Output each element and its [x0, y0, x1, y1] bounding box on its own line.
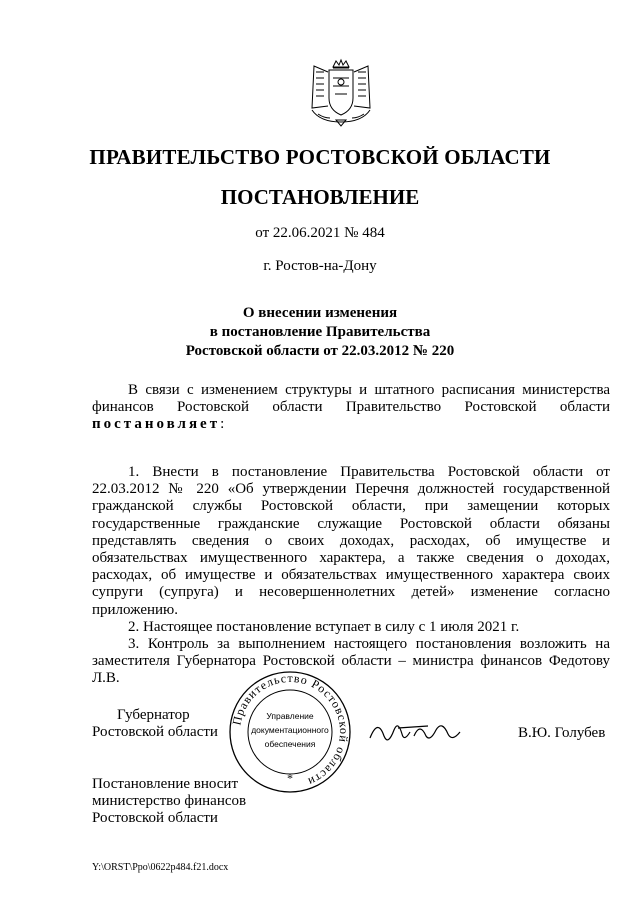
preamble-text: В связи с изменением структуры и штатного расписания министерства финансов Ростовской области Правительство Ростовской области	[92, 382, 610, 416]
resolution-item-3: 3. Контроль за выполнением настоящего постановления возложить на заместителя Губернатора Ростовской области – министра финансов Федотову Л.В.	[92, 636, 610, 687]
signature-graphic	[368, 712, 468, 752]
subject-line-2: в постановление Правительства	[209, 324, 431, 340]
handwritten-signature	[368, 712, 468, 752]
government-title: ПРАВИТЕЛЬСТВО РОСТОВСКОЙ ОБЛАСТИ	[89, 145, 551, 169]
position-line-1: Губернатор	[117, 707, 190, 723]
stamp-inner-line-3: обеспечения	[264, 739, 316, 749]
coat-of-arms-graphic	[300, 58, 382, 128]
resolution-item-1: 1. Внести в постановление Правительства Ростовской области от 22.03.2012 № 220 «Об утверждении Перечня должностей государственной гражданской службы Ростовской области, при замещении которых государственные гражданские служащие Ростовской области обязаны представлять сведения о своих доходах, расходах, об имуществе и обязательствах имущественного характера, а также сведения о доходах, расходах, об имуществе и обязательствах имущественного характера своих супруги (супруга) и несовершеннолетних детей» изменение согласно приложению.	[92, 464, 610, 618]
date-number: от 22.06.2021 № 484	[255, 225, 385, 241]
resolution-items	[92, 464, 610, 688]
position-line-2: Ростовской области	[92, 724, 218, 740]
stamp-star: *	[287, 771, 293, 785]
submitted-line-1: Постановление вносит	[92, 776, 239, 792]
document-subject	[0, 304, 640, 361]
rostov-oblast-coat-of-arms-icon	[300, 58, 382, 128]
stamp-ring-text: Правительство Ростовской области	[229, 670, 352, 790]
submitted-line-2: министерство финансов	[92, 793, 247, 809]
preamble-paragraph	[92, 382, 610, 434]
submitted-line-3: Ростовской области	[92, 810, 218, 826]
signatory-name: В.Ю. Голубев	[518, 725, 606, 741]
resolves-word: постановляет	[92, 416, 221, 433]
stamp-inner-line-1: Управление	[266, 711, 314, 721]
stamp-inner-line-2: документационного	[251, 725, 329, 735]
signatory-position	[92, 707, 232, 741]
city: г. Ростов-на-Дону	[263, 258, 377, 274]
resolution-item-2: 2. Настоящее постановление вступает в силу с 1 июля 2021 г.	[128, 618, 520, 635]
subject-line-3: Ростовской области от 22.03.2012 № 220	[185, 343, 455, 359]
preamble-colon: :	[220, 416, 225, 433]
file-path: Y:\ORST\Ppo\0622p484.f21.docx	[92, 862, 229, 873]
document-type: ПОСТАНОВЛЕНИЕ	[220, 185, 420, 209]
subject-line-1: О внесении изменения	[242, 305, 398, 321]
submitted-by	[92, 776, 332, 827]
